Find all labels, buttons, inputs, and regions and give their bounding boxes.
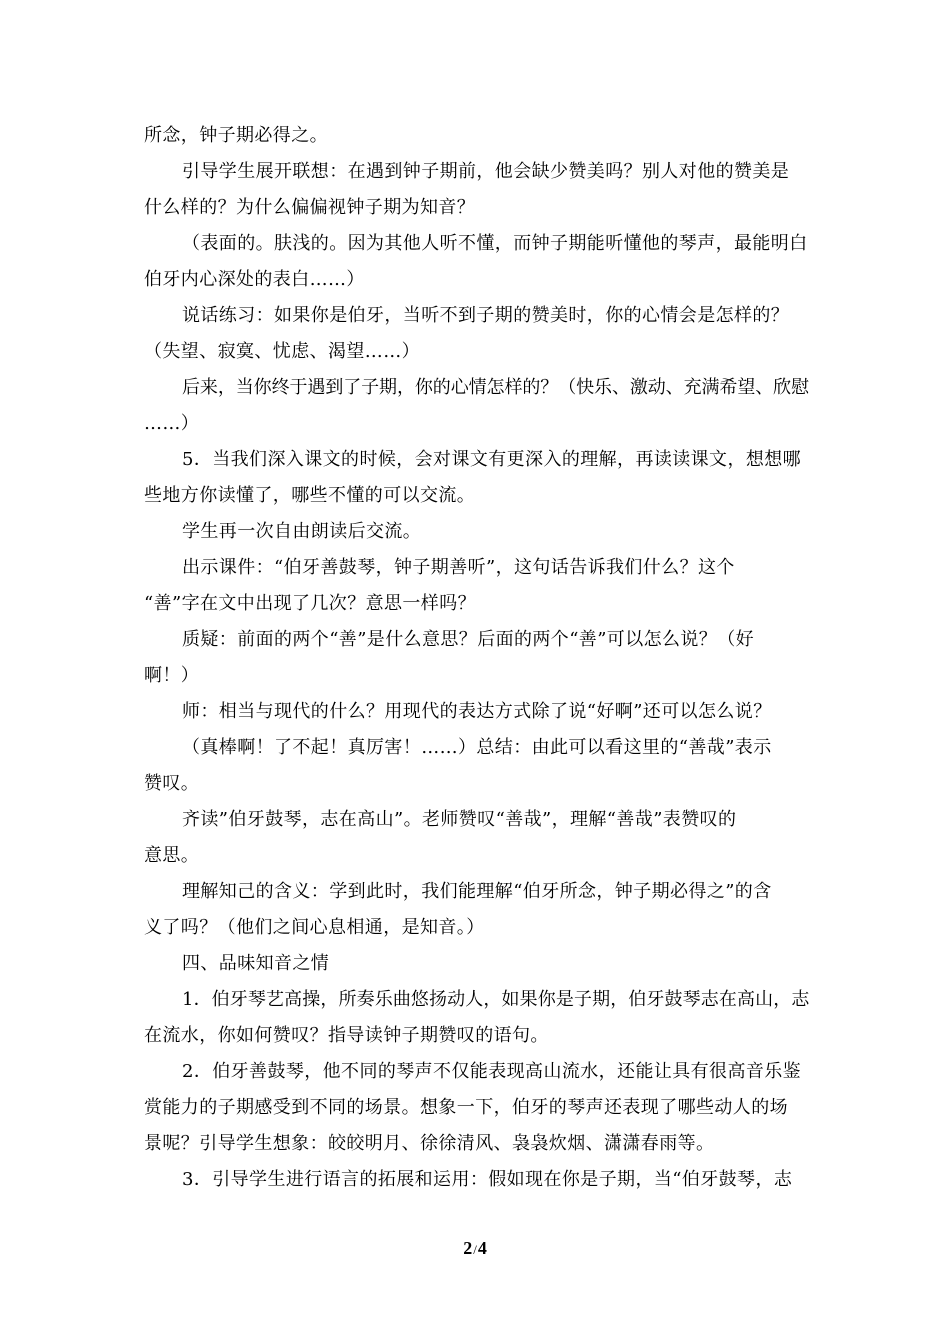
text-line: 出示课件：“伯牙善鼓琴，钟子期善听”，这句话告诉我们什么？这个: [182, 557, 735, 578]
text-line: 意思。: [144, 845, 200, 866]
text-line: 引导学生展开联想：在遇到钟子期前，他会缺少赞美吗？别人对他的赞美是: [182, 161, 790, 182]
text-line: 景呢？引导学生想象：皎皎明月、徐徐清风、袅袅炊烟、潇潇春雨等。: [144, 1133, 715, 1154]
text-line: 在流水，你如何赞叹？指导读钟子期赞叹的语句。: [144, 1025, 549, 1046]
text-line: 赏能力的子期感受到不同的场景。想象一下，伯牙的琴声还表现了哪些动人的场: [144, 1097, 788, 1118]
text-line: ……）: [144, 413, 200, 434]
text-line: （真棒啊！了不起！真厉害！……）总结：由此可以看这里的“善哉”表示: [182, 737, 772, 758]
text-line: 师：相当与现代的什么？用现代的表达方式除了说“好啊”还可以怎么说？: [182, 701, 772, 722]
text-line: 5．当我们深入课文的时候，会对课文有更深入的理解，再读读课文，想想哪: [182, 449, 802, 470]
text-line: 质疑：前面的两个“善”是什么意思？后面的两个“善”可以怎么说？（好: [182, 629, 755, 650]
text-line: “善”字在文中出现了几次？意思一样吗？: [144, 593, 477, 614]
text-line: 说话练习：如果你是伯牙，当听不到子期的赞美时，你的心情会是怎样的？: [182, 305, 790, 326]
text-line: 后来，当你终于遇到了子期，你的心情怎样的？（快乐、激动、充满希望、欣慰: [182, 377, 809, 398]
text-line: 2．伯牙善鼓琴，他不同的琴声不仅能表现高山流水，还能让具有很高音乐鉴: [182, 1061, 802, 1082]
text-line: （失望、寂寞、忧虑、渴望……）: [144, 341, 420, 362]
page-number: [0, 1238, 950, 1259]
page-separator: /: [473, 1242, 477, 1257]
text-line: 理解知己的含义：学到此时，我们能理解“伯牙所念，钟子期必得之”的含: [182, 881, 772, 902]
text-line: 所念，钟子期必得之。: [144, 125, 328, 146]
text-line: 些地方你读懂了，哪些不懂的可以交流。: [144, 485, 476, 506]
text-line: 学生再一次自由朗读后交流。: [182, 521, 422, 542]
text-line: 啊！）: [144, 665, 200, 686]
text-line: （表面的。肤浅的。因为其他人听不懂，而钟子期能听懂他的琴声，最能明白: [182, 233, 808, 254]
text-line: 3．引导学生进行语言的拓展和运用：假如现在你是子期，当“伯牙鼓琴，志: [182, 1169, 793, 1190]
text-line: 1．伯牙琴艺高操，所奏乐曲悠扬动人，如果你是子期，伯牙鼓琴志在高山，志: [182, 989, 810, 1010]
current-page: 2: [463, 1238, 473, 1258]
text-line: 伯牙内心深处的表白……）: [144, 269, 365, 290]
section-heading: 四、品味知音之情: [182, 953, 330, 974]
total-pages: 4: [477, 1238, 487, 1258]
text-line: 赞叹。: [144, 773, 200, 794]
text-line: 义了吗？（他们之间心息相通，是知音。）: [144, 917, 485, 938]
text-line: 齐读”伯牙鼓琴，志在高山”。老师赞叹“善哉”，理解“善哉”表赞叹的: [182, 809, 737, 830]
text-line: 什么样的？为什么偏偏视钟子期为知音？: [144, 197, 476, 218]
